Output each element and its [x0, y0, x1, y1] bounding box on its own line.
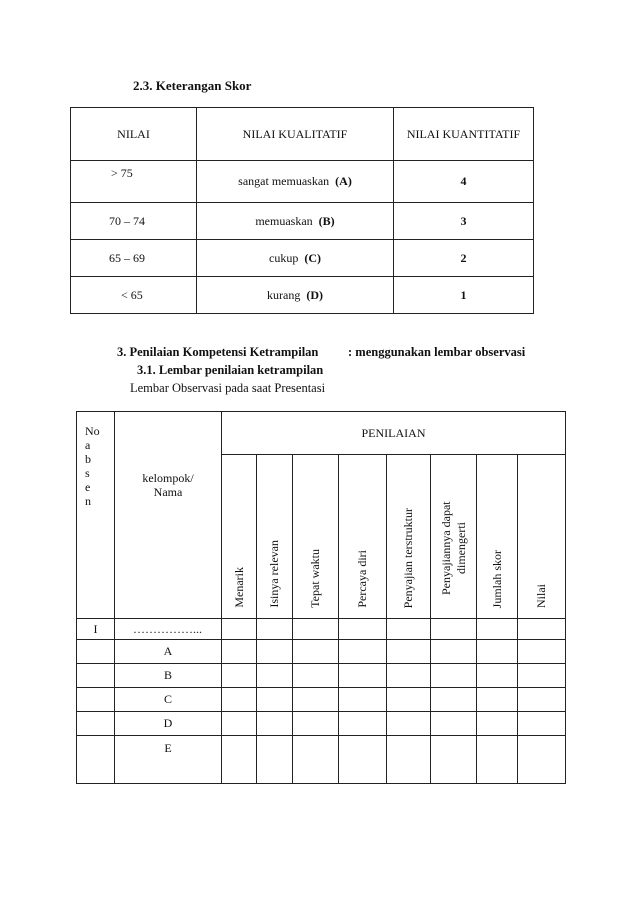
row-no: I [77, 619, 115, 640]
header-nilai-kualitatif: NILAI KUALITATIF [197, 108, 394, 161]
table-row [77, 664, 566, 688]
qualitative-cell: cukup (C) [197, 240, 394, 277]
range-cell: < 65 [71, 277, 197, 314]
table-row [77, 736, 566, 784]
qualitative-cell: sangat memuaskan (A) [197, 161, 394, 203]
table-row [77, 712, 566, 736]
quantitative-cell: 2 [394, 240, 534, 277]
range-cell: 65 – 69 [71, 240, 197, 277]
criterion-percaya-diri: Percaya diri [339, 455, 387, 619]
criterion-isinya-relevan: Isinya relevan [257, 455, 293, 619]
header-nilai: NILAI [71, 108, 197, 161]
section-3-1-heading: 3.1. Lembar penilaian ketrampilan [137, 363, 324, 377]
header-no-absen: No a b s e n [77, 412, 115, 619]
header-kelompok-nama: kelompok/ Nama [115, 412, 222, 619]
table-row [71, 240, 534, 277]
table-row [77, 640, 566, 664]
criterion-penyajian-terstruktur: Penyajian terstruktur [387, 455, 431, 619]
header-penilaian: PENILAIAN [222, 412, 566, 455]
criterion-nilai: Nilai [518, 455, 566, 619]
row-name: D [115, 712, 222, 736]
table-row [77, 619, 566, 640]
quantitative-cell: 4 [394, 161, 534, 203]
heading-keterangan-skor: 2.3. Keterangan Skor [133, 78, 252, 93]
table-row [77, 688, 566, 712]
qualitative-cell: memuaskan (B) [197, 203, 394, 240]
row-no [77, 640, 115, 664]
row-no [77, 712, 115, 736]
range-cell: 70 – 74 [71, 203, 197, 240]
section-3-method: : menggunakan lembar observasi [348, 345, 526, 359]
qualitative-cell: kurang (D) [197, 277, 394, 314]
criterion-penyajiannya-dapat-dimengerti: Penyajiannya dapat dimengerti [431, 455, 477, 619]
observation-title: Lembar Observasi pada saat Presentasi [130, 381, 326, 395]
range-cell: > 75 [71, 161, 197, 203]
table-row [71, 277, 534, 314]
table-row [71, 203, 534, 240]
observation-table [76, 411, 566, 784]
quantitative-cell: 3 [394, 203, 534, 240]
row-name: B [115, 664, 222, 688]
row-name: A [115, 640, 222, 664]
row-no [77, 736, 115, 784]
section-3-title: 3. Penilaian Kompetensi Ketrampilan [117, 345, 319, 359]
table-row [71, 161, 534, 203]
row-no [77, 664, 115, 688]
quantitative-cell: 1 [394, 277, 534, 314]
section-3-heading [117, 345, 526, 360]
criterion-menarik: Menarik [222, 455, 257, 619]
row-name: ……………... [115, 619, 222, 640]
score-table [70, 107, 534, 314]
criterion-tepat-waktu: Tepat waktu [293, 455, 339, 619]
row-name: E [115, 736, 222, 784]
row-no [77, 688, 115, 712]
row-name: C [115, 688, 222, 712]
header-nilai-kuantitatif: NILAI KUANTITATIF [394, 108, 534, 161]
criterion-jumlah-skor: Jumlah skor [477, 455, 518, 619]
